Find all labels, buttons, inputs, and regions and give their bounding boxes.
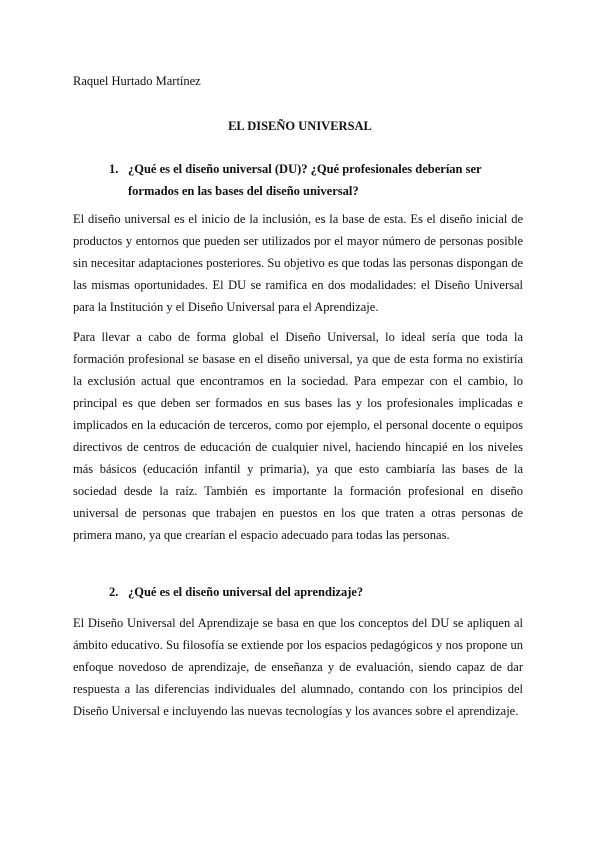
section-1-paragraph-1: El diseño universal es el inicio de la inclusión, es la base de esta. Es el diseño inicial de productos y entornos que pueden ser utilizados por el mayor número de personas posible sin necesitar adaptaciones posteriores. Su objetivo es que todas las personas dispongan de las mismas oportunidades. El DU se ramifica en dos modalidades: el Diseño Universal para la Institución y el Diseño Universal para el Aprendizaje.	[73, 212, 523, 314]
section-2-paragraph-1: El Diseño Universal del Aprendizaje se basa en que los conceptos del DU se apliquen al ámbito educativo. Su filosofía se extiende por los espacios pedagógicos y nos propone un enfoque novedoso de aprendizaje, de enseñanza y de evaluación, siendo capaz de dar respuesta a las diferencias individuales del alumnado, contando con los principios del Diseño Universal e incluyendo las nuevas tecnologías y los avances sobre el aprendizaje.	[73, 616, 523, 718]
section-1-title: ¿Qué es el diseño universal (DU)? ¿Qué profesionales deberían ser formados en las bases del diseño universal?	[128, 162, 482, 198]
section-2-title: ¿Qué es el diseño universal del aprendizaje?	[128, 585, 364, 599]
section-2-number: 2.	[109, 585, 119, 599]
section-1-heading	[109, 158, 529, 202]
document-title: EL DISEÑO UNIVERSAL	[228, 119, 372, 133]
section-1-number: 1.	[109, 162, 119, 176]
section-1-paragraph-2: Para llevar a cabo de forma global el Diseño Universal, lo ideal sería que toda la formación profesional se basase en el diseño universal, ya que de esta forma no existiría la exclusión actual que encontramos en la sociedad. Para empezar con el cambio, lo principal es que deben ser formados en sus bases las y los profesionales implicadas e implicados en la educación de terceros, como por ejemplo, el personal docente o equipos directivos de centros de educación de cualquier nivel, haciendo hincapié en los niveles más básicos (educación infantil y primaria), ya que esto cambiaría las bases de la sociedad desde la raíz. También es importante la formación profesional en diseño universal de personas que trabajen en puestos en los que traten a otras personas de primera mano, ya que crearían el espacio adecuado para todas las personas.	[73, 330, 523, 542]
author-name: Raquel Hurtado Martínez	[73, 74, 201, 88]
section-2-heading	[109, 581, 529, 603]
